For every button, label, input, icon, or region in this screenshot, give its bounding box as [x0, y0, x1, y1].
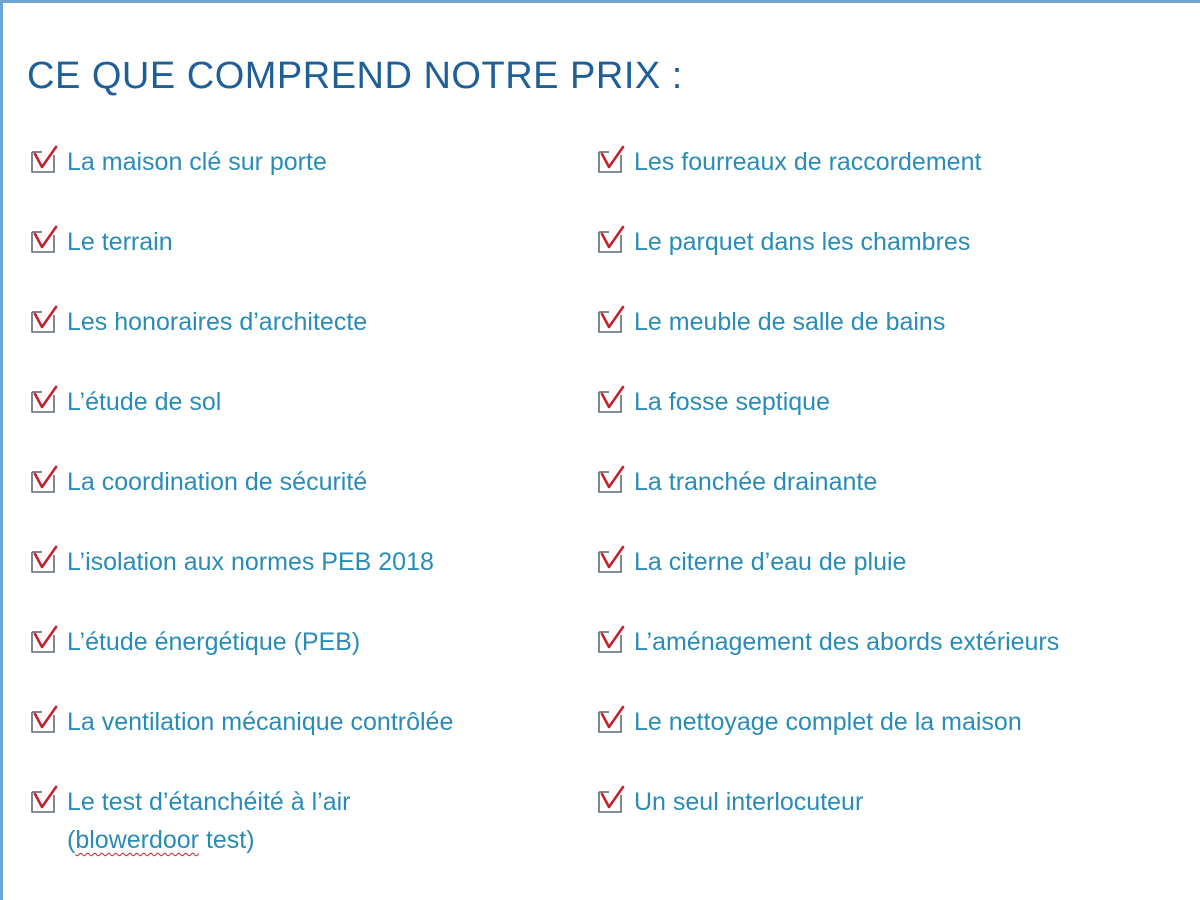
page-title: CE QUE COMPREND NOTRE PRIX : [27, 55, 683, 97]
list-item-label: Le terrain [67, 228, 173, 256]
list-item [596, 543, 906, 581]
list-item [29, 543, 434, 581]
checkbox-check-icon [29, 385, 59, 415]
list-item-label: Le parquet dans les chambres [634, 228, 971, 256]
list-item-label: La maison clé sur porte [67, 148, 327, 176]
list-item-label: La ventilation mécanique contrôlée [67, 708, 454, 736]
list-item-label-multiline [67, 783, 351, 859]
list-item-label: La tranchée drainante [634, 468, 878, 496]
list-item-label: L’aménagement des abords extérieurs [634, 628, 1060, 656]
checkbox-check-icon [596, 705, 626, 735]
list-item-label: L’étude énergétique (PEB) [67, 628, 361, 656]
spellcheck-word: blowerdoor [75, 826, 200, 854]
checkbox-check-icon [596, 465, 626, 495]
list-item [596, 783, 863, 821]
list-item-label: L’étude de sol [67, 388, 222, 416]
list-item-label: Le meuble de salle de bains [634, 308, 946, 336]
checkbox-check-icon [596, 545, 626, 575]
list-item [29, 703, 453, 741]
checkbox-check-icon [29, 145, 59, 175]
list-item-label: La fosse septique [634, 388, 830, 416]
list-item [596, 623, 1059, 661]
list-item-label: La coordination de sécurité [67, 468, 368, 496]
list-item [596, 143, 981, 181]
continuation-rest: test) [199, 826, 255, 854]
checkbox-check-icon [596, 145, 626, 175]
list-item [29, 383, 221, 421]
checkbox-check-icon [596, 225, 626, 255]
list-item-label: Le test d’étanchéité à l’air [67, 788, 351, 816]
list-item-label: L’isolation aux normes PEB 2018 [67, 548, 434, 576]
checkbox-check-icon [29, 305, 59, 335]
list-item [596, 703, 1022, 741]
list-item-label: Les honoraires d’architecte [67, 308, 368, 336]
list-item-label: La citerne d’eau de pluie [634, 548, 907, 576]
list-item [29, 143, 327, 181]
checkbox-check-icon [596, 785, 626, 815]
checkbox-check-icon [29, 225, 59, 255]
list-item-label: Un seul interlocuteur [634, 788, 864, 816]
checkbox-check-icon [29, 705, 59, 735]
checkbox-check-icon [596, 305, 626, 335]
open-paren: ( [67, 826, 76, 854]
checkbox-check-icon [596, 385, 626, 415]
list-item [29, 303, 367, 341]
checkbox-check-icon [29, 785, 59, 815]
list-item [29, 783, 351, 859]
list-item [596, 463, 877, 501]
checkbox-check-icon [29, 465, 59, 495]
list-item [596, 223, 970, 261]
list-item-label: Les fourreaux de raccordement [634, 148, 982, 176]
list-item [29, 223, 173, 261]
list-item-label: Le nettoyage complet de la maison [634, 708, 1022, 736]
list-item [29, 623, 360, 661]
checkbox-check-icon [29, 625, 59, 655]
list-item [596, 383, 830, 421]
list-item [596, 303, 945, 341]
list-item-label-continuation [67, 821, 351, 859]
checkbox-check-icon [596, 625, 626, 655]
list-item [29, 463, 367, 501]
checkbox-check-icon [29, 545, 59, 575]
